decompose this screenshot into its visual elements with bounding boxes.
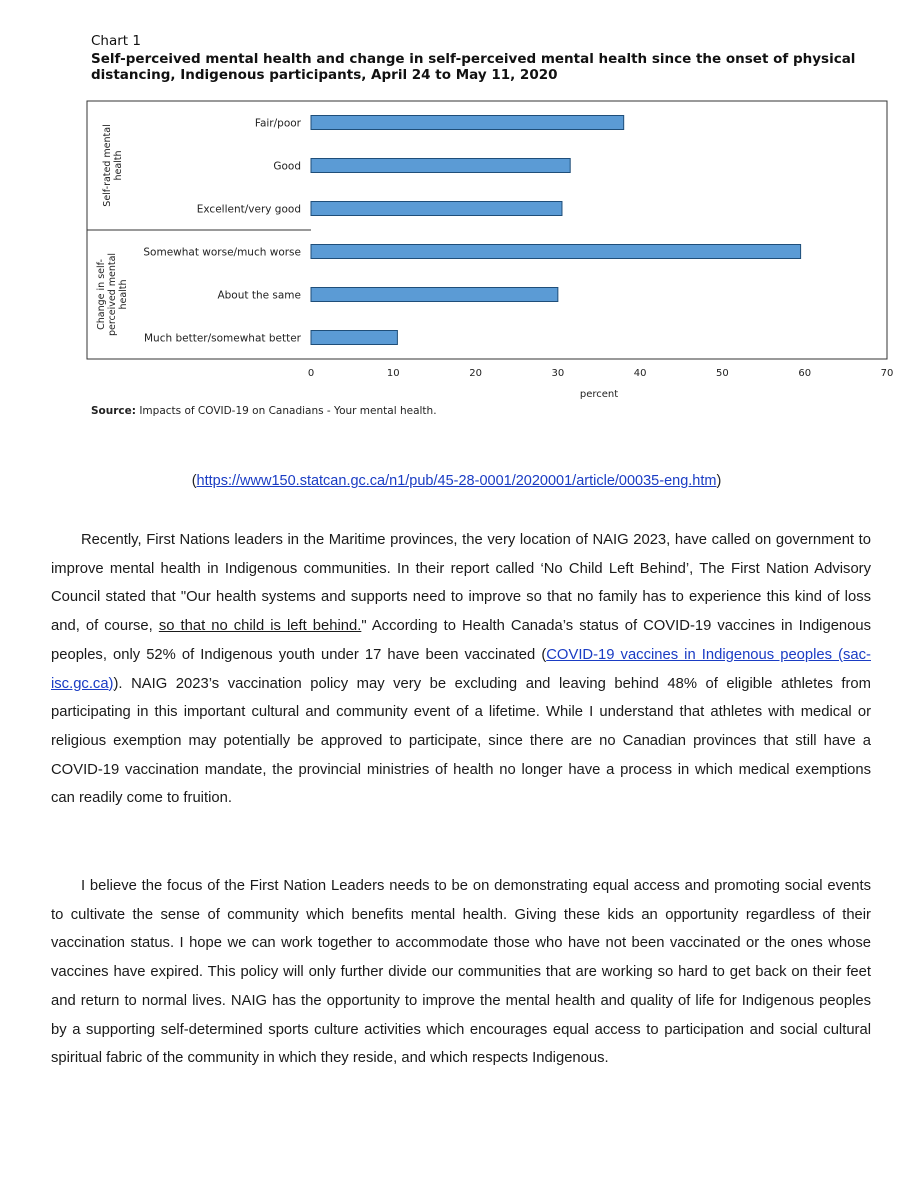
bar xyxy=(311,288,558,302)
category-label: Excellent/very good xyxy=(196,203,301,216)
bar xyxy=(311,202,562,216)
paragraph-2: I believe the focus of the First Nation Leaders needs to be on demonstrating equal access and promoting social events to cultivate the sense of community which benefits mental health. Giving these kids an opportunity regardless of their vaccination status. I hope we can work together to accommodate those who have not been vaccinated or the ones whose vaccines have expired. This policy will only further divide our communities that are working so hard to get back on their feet and return to normal lives. NAIG has the opportunity to improve the mental health and quality of life for Indigenous peoples by a supporting self-determined sports culture activities which encourages equal access to participation and social cultural spiritual fabric of the community in which they reside, and which respects Indigenous. xyxy=(51,878,871,1067)
category-label: Fair/poor xyxy=(254,117,301,130)
source-label: Source: xyxy=(91,405,136,417)
x-tick-label: 30 xyxy=(551,368,565,379)
source-text: Impacts of COVID-19 on Canadians - Your mental health. xyxy=(139,405,437,417)
x-tick-label: 70 xyxy=(880,368,894,379)
category-label: Much better/somewhat better xyxy=(143,332,301,345)
chart-source xyxy=(91,405,437,417)
bar xyxy=(311,245,801,259)
chart-label: Chart 1 xyxy=(91,33,141,49)
group-label xyxy=(102,124,124,206)
reference-url-link[interactable]: https://www150.statcan.gc.ca/n1/pub/45-28-0001/2020001/article/00035-eng.htm xyxy=(196,473,717,489)
para1-underlined-quote: so that no child is left behind. xyxy=(158,618,362,635)
group-label-line: Change in self- xyxy=(96,259,107,330)
category-label: Good xyxy=(273,160,301,173)
chart-figure xyxy=(0,0,913,440)
url-close-paren: ) xyxy=(716,473,722,489)
reference-url-line xyxy=(0,473,913,489)
bar xyxy=(311,159,570,173)
x-tick-label: 0 xyxy=(307,368,315,379)
group-label xyxy=(96,253,129,336)
vaccines-link[interactable]: COVID-19 vaccines in Indigenous peoples (sac-isc.gc.ca) xyxy=(51,646,871,692)
chart-title: Self-perceived mental health and change in self-perceived mental health since the onset of physical distancing, Indigenous participants, April 24 to May 11, 2020 xyxy=(91,51,856,83)
url-open-paren: ( xyxy=(191,473,197,489)
x-tick-label: 60 xyxy=(798,368,812,379)
paragraph-1 xyxy=(51,526,871,813)
bar-chart xyxy=(0,0,913,440)
para1-text-2: " According to Health Canada’s status of COVID-19 vaccines in Indigenous peoples, only 52% of Indigenous youth under 17 have been vaccinated ( xyxy=(51,618,872,663)
group-label-line: health xyxy=(118,279,129,310)
category-label: About the same xyxy=(217,289,301,302)
para1-text-3: ). NAIG 2023’s vaccination policy may very be excluding and leaving behind 48% of eligible athletes from participating in this important cultural and community event of a lifetime. While I understand that athletes with medical or religious exemption may potentially be approved to participate, since there are no Canadian provinces that still have a COVID-19 vaccination mandate, the provincial ministries of health no longer have a process in which medical exemptions can readily come to fruition. xyxy=(51,675,871,807)
bar xyxy=(311,331,397,345)
bar xyxy=(311,116,624,130)
x-tick-label: 50 xyxy=(716,368,729,379)
category-label: Somewhat worse/much worse xyxy=(143,246,301,259)
para1-text-1: Recently, First Nations leaders in the Maritime provinces, the very location of NAIG 2023, have called on government to improve mental health in Indigenous communities. In their report called ‘No Child Left Behind’, The First Nation Advisory Council stated that "Our health systems and supports need to improve so that no family has to experience this kind of loss and, of course, xyxy=(51,532,871,635)
x-tick-label: 20 xyxy=(469,368,482,379)
x-tick-label: 40 xyxy=(633,368,647,379)
group-label-line: health xyxy=(113,150,124,181)
x-axis-label: percent xyxy=(579,389,619,400)
x-tick-label: 10 xyxy=(386,368,400,379)
group-label-line: perceived mental xyxy=(107,252,118,337)
group-label-line: Self-rated mental xyxy=(102,124,113,207)
